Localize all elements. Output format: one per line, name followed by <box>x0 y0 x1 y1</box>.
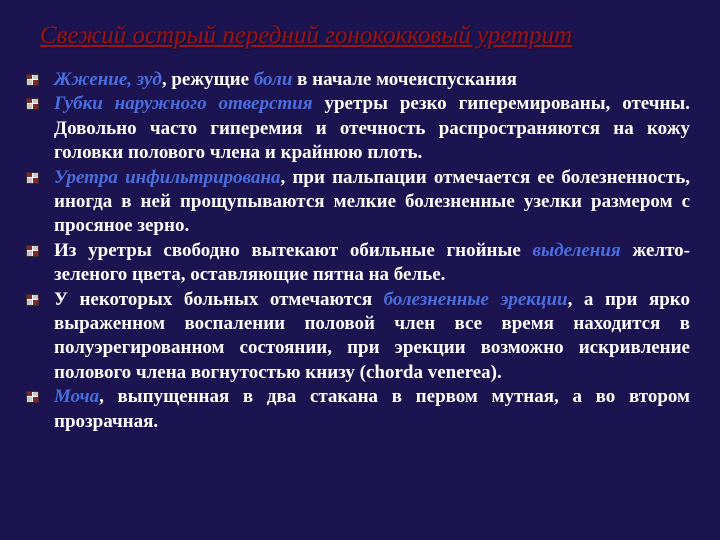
item-text: Из уретры свободно вытекают обильные гнойные <box>54 239 533 261</box>
item-text: желто-зеленого цвета, оставляющие пятна на белье. <box>54 239 690 286</box>
list-item <box>26 385 690 434</box>
highlighted-text: боли <box>253 69 293 90</box>
checkered-square-icon <box>26 294 39 306</box>
checkered-square-icon <box>26 245 39 257</box>
highlighted-text: Уретра инфильтрирована <box>54 166 281 188</box>
item-text: , а при ярко выраженном воспалении половой член все время находится в полуэрегированном состоянии, при эрекции возможно искривление полового члена вогнутостью книзу (chorda venerea). <box>54 288 690 383</box>
item-text: У некоторых больных отмечаются <box>54 288 384 310</box>
highlighted-text: Губки наружного отверстия <box>54 93 313 115</box>
checkered-square-icon <box>26 172 39 184</box>
highlighted-text: Жжение, зуд <box>54 69 162 90</box>
item-text: , при пальпации отмечается ее болезненность, иногда в ней прощупываются мелкие болезненные узелки размером с просяное зерно. <box>54 166 690 237</box>
checkered-square-icon <box>26 391 39 403</box>
list-item <box>26 166 690 239</box>
list-item <box>26 68 690 92</box>
highlighted-text: выделения <box>532 239 621 261</box>
list-item <box>26 92 690 165</box>
list-item <box>26 288 690 386</box>
highlighted-text: Моча <box>54 386 100 408</box>
item-text: в начале мочеиспускания <box>292 69 517 90</box>
item-text: уретры резко гиперемированы, отечны. Довольно часто гиперемия и отечность распространяются на кожу головки полового члена и крайнюю плоть. <box>54 93 691 164</box>
checkered-square-icon <box>26 98 39 110</box>
highlighted-text: болезненные эрекции <box>383 288 568 310</box>
item-text: , выпущенная в два стакана в первом мутная, а во втором прозрачная. <box>54 386 690 432</box>
symptom-list <box>26 68 690 434</box>
slide-title: Свежий острый передний гонококковый уретрит <box>40 22 573 49</box>
item-text: , режущие <box>161 69 254 90</box>
checkered-square-icon <box>26 74 39 86</box>
list-item <box>26 239 690 288</box>
